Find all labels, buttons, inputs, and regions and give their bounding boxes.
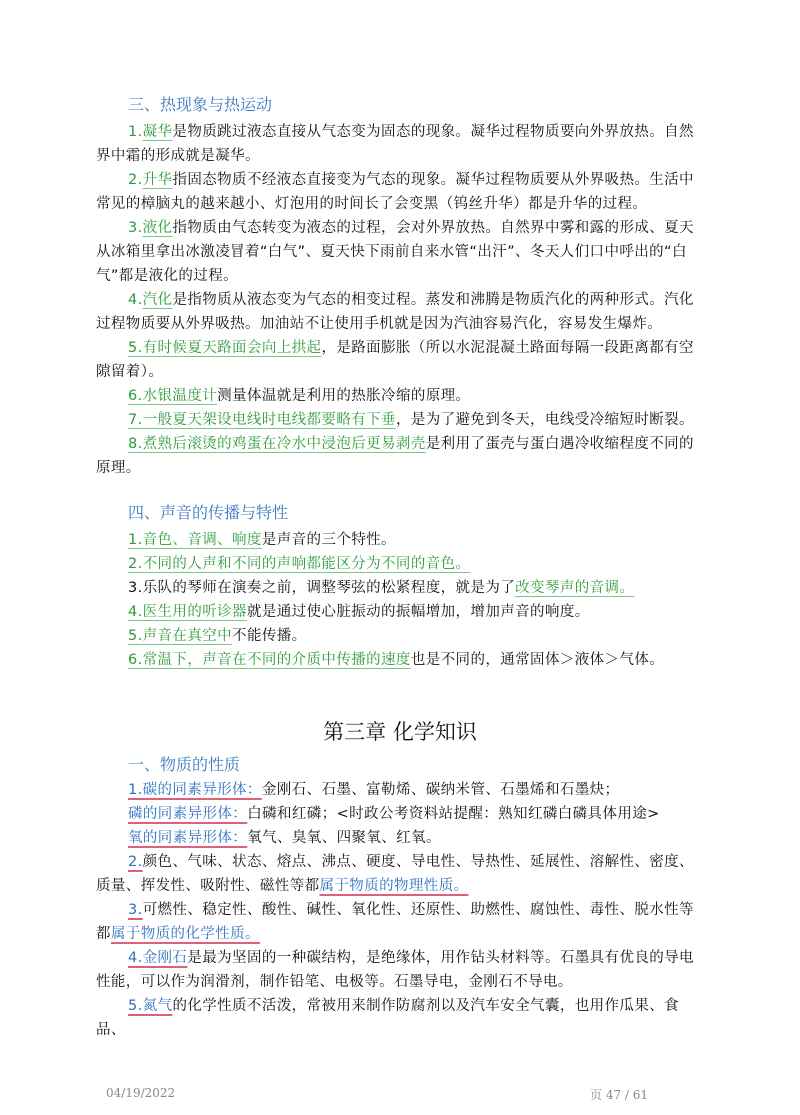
- sound-item-1: 1.音色、音调、响度是声音的三个特性。: [128, 532, 396, 548]
- paragraph-4: 4.汽化是指物质从液态变为气态的相变过程。蒸发和沸腾是物质汽化的两种形式。汽化过程物质要从外界吸热。加油站不让使用手机就是因为汽油容易汽化，容易发生爆炸。: [96, 292, 694, 332]
- section-heading-heat: 三、热现象与热运动: [128, 95, 273, 114]
- section-heading-properties: 一、物质的性质: [128, 755, 241, 774]
- sound-item-6: 6.常温下，声音在不同的介质中传播的速度也是不同的，通常固体＞液体＞气体。: [128, 652, 665, 668]
- sound-item-3: 3.乐队的琴师在演奏之前，调整琴弦的松紧程度，就是为了改变琴声的音调。: [128, 580, 635, 596]
- paragraph-6: 6.水银温度计测量体温就是利用的热胀冷缩的原理。: [128, 388, 471, 404]
- paragraph-5: 5.有时候夏天路面会向上拱起，是路面膨胀（所以水泥混凝土路面每隔一段距离都有空隙留着）。: [96, 340, 694, 380]
- chem-item-5: 5.氮气的化学性质不活泼，常被用来制作防腐剂以及汽车安全气囊，也用作瓜果、食品、: [96, 998, 680, 1038]
- term-qihua: 汽化: [142, 292, 173, 308]
- term-yehua: 液化: [142, 220, 173, 236]
- paragraph-1: 1.凝华是物质跳过液态直接从气态变为固态的现象。凝华过程物质要向外界放热。自然界中霜的形成就是凝华。: [96, 124, 694, 164]
- chem-item-1b: 磷的同素异形体：白磷和红磷；<时政公考资料站提醒：熟知红磷白磷具体用途>: [128, 806, 660, 822]
- chem-item-2: 2.颜色、气味、状态、熔点、沸点、硬度、导电性、导热性、延展性、溶解性、密度、质量、挥发性、吸附性、磁性等都属于物质的物理性质。: [96, 854, 694, 894]
- sound-item-4: 4.医生用的听诊器就是通过使心脏振动的振幅增加，增加声音的响度。: [128, 604, 590, 620]
- footer-date: 04/19/2022: [106, 1086, 176, 1100]
- term-ninghua: 凝华: [142, 124, 173, 140]
- chem-item-3: 3.可燃性、稳定性、酸性、碱性、氧化性、还原性、助燃性、腐蚀性、毒性、脱水性等都属于物质的化学性质。: [96, 902, 694, 942]
- sound-item-5: 5.声音在真空中不能传播。: [128, 628, 307, 644]
- chem-item-1: 1.碳的同素异形体：金刚石、石墨、富勒烯、碳纳米管、石墨烯和石墨炔；: [128, 782, 620, 798]
- chapter-title: 第三章 化学知识: [323, 720, 477, 744]
- footer-page-number: 页 47 / 61: [590, 1088, 649, 1102]
- sound-item-2: 2.不同的人声和不同的声响都能区分为不同的音色。: [128, 556, 471, 572]
- section-heading-sound: 四、声音的传播与特性: [128, 503, 289, 522]
- chem-item-4: 4.金刚石是最为坚固的一种碳结构，是绝缘体，用作钻头材料等。石墨具有优良的导电性能，可以作为润滑剂，制作铅笔、电极等。石墨导电，金刚石不导电。: [96, 950, 694, 990]
- paragraph-8: 8.煮熟后滚烫的鸡蛋在冷水中浸泡后更易剥壳是利用了蛋壳与蛋白遇冷收缩程度不同的原理。: [96, 436, 694, 476]
- chem-item-1c: 氧的同素异形体：氧气、臭氧、四聚氧、红氧。: [128, 830, 441, 846]
- paragraph-3: 3.液化指物质由气态转变为液态的过程，会对外界放热。自然界中雾和露的形成、夏天从冰箱里拿出冰激凌冒着“白气”、夏天快下雨前自来水管“出汗”、冬天人们口中呼出的“白气”都是液化的过程。: [96, 220, 694, 284]
- term-shenghua: 升华: [142, 172, 173, 188]
- paragraph-7: 7.一般夏天架设电线时电线都要略有下垂，是为了避免到冬天，电线受冷缩短时断裂。: [128, 412, 694, 428]
- paragraph-2: 2.升华指固态物质不经液态直接变为气态的现象。凝华过程物质要从外界吸热。生活中常见的樟脑丸的越来越小、灯泡用的时间长了会变黑（钨丝升华）都是升华的过程。: [96, 172, 694, 212]
